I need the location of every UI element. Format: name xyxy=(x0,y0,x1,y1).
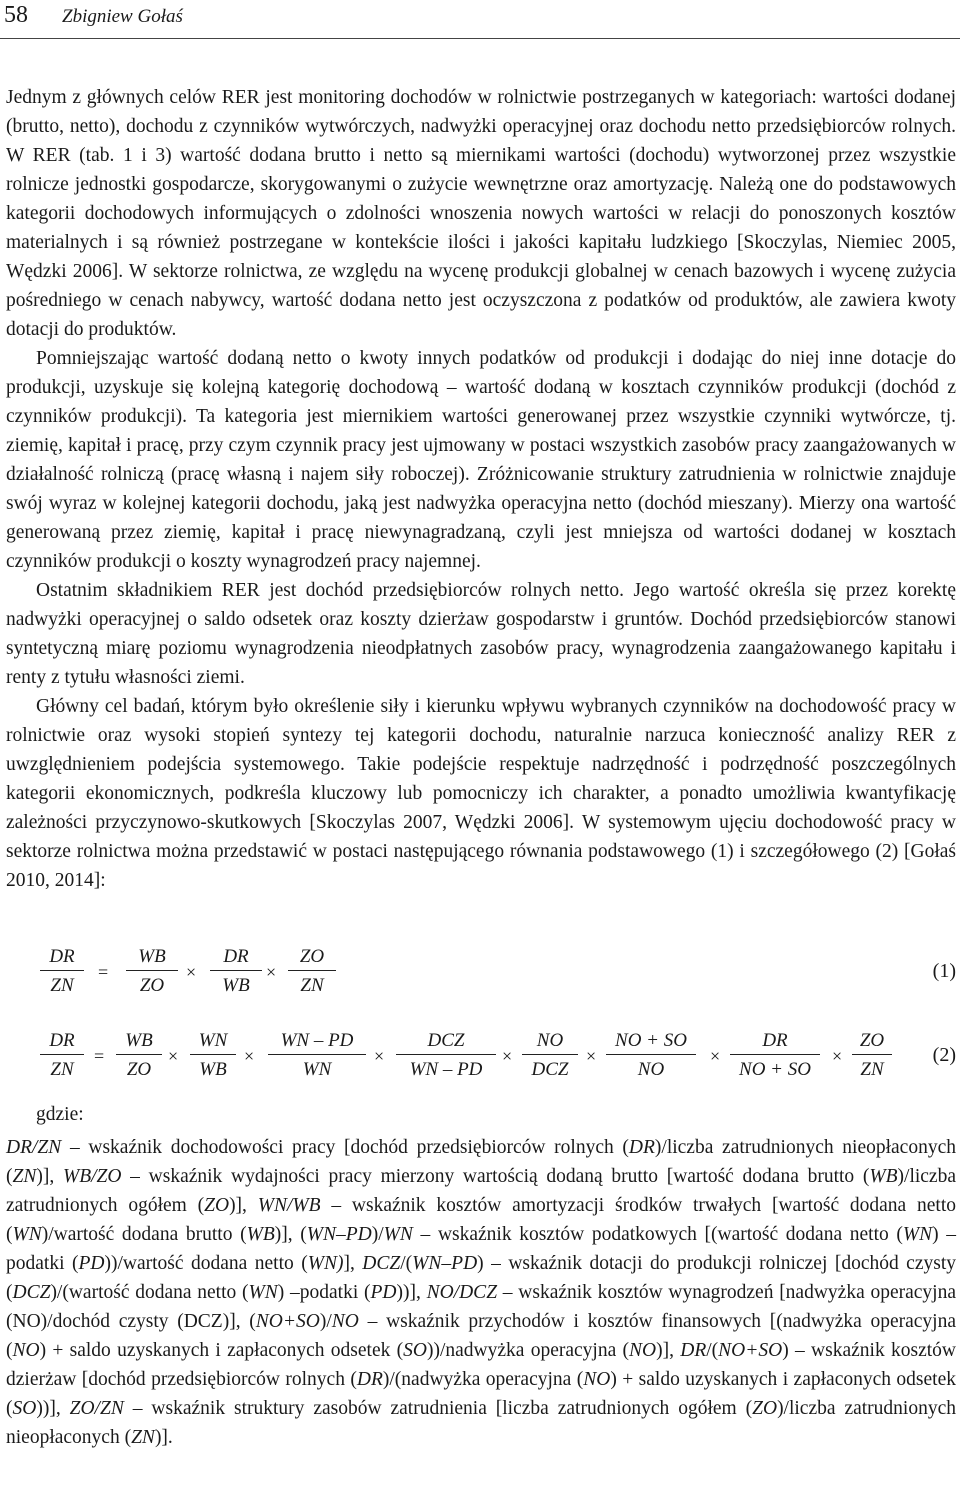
times-sign: × xyxy=(586,1046,597,1066)
equation-factor-fraction xyxy=(126,946,178,997)
denominator: ZO xyxy=(126,1059,152,1080)
legend-symbol: SO xyxy=(403,1340,427,1361)
legend-symbol: WN) xyxy=(307,1253,344,1274)
legend-symbol: ZO/ZN xyxy=(69,1398,124,1419)
times-sign: × xyxy=(710,1046,721,1066)
legend-text-run: – wskaźnik wydajności pracy mierzony wartością dodaną brutto [wartość dodana brutto ( xyxy=(121,1166,870,1187)
denominator: ZN xyxy=(300,975,324,996)
legend-symbol: DR xyxy=(356,1369,383,1390)
numerator: DR xyxy=(40,946,84,971)
legend-text-run: ], xyxy=(343,1253,363,1274)
denominator: ZN xyxy=(50,1059,74,1080)
legend-symbol: NO xyxy=(629,1340,657,1361)
paragraph: Jednym z głównych celów RER jest monitoring dochodów w rolnictwie postrzeganych w kategoriach: wartości dodanej (brutto, netto), dochodu z czynników wytwórczych, nadwyżki operacyjnej oraz dochodu netto przedsiębiorców rolnych. W RER (tab. 1 i 3) wartość dodana brutto i netto są miernikami wartości (dochodu) wytworzonej przez wszystkie rolnicze jednostki gospodarcze, skorygowanymi o zużycie wewnętrzne oraz amortyzację. Należą one do podstawowych kategorii dochodowych informujących o zdolności wnoszenia nowych wartości w relacji do ponoszonych kosztów materialnych i są również postrzegane w kontekście ilości i jakości kapitału ludzkiego [Skoczylas, Niemiec 2005, Wędzki 2006]. W sektorze rolnictwa, ze względu na wycenę produkcji globalnej w cenach bazowych i wycenę zużycia pośredniego w cenach nabywcy, wartość dodana netto jest oczyszczona z podatków od produktów, ale zawiera kwoty dotacji do produktów. xyxy=(6,87,956,340)
legend-text-run: ) + saldo uzyskanych i zapłaconych odsetek ( xyxy=(39,1340,404,1361)
numerator: ZO xyxy=(852,1030,892,1055)
legend-text-run: )/liczba zatrudnionych nieopłaconych ( xyxy=(6,1137,956,1187)
legend-text-run: )/liczba zatrudnionych ogółem ( xyxy=(6,1166,956,1216)
legend-symbol: DR xyxy=(680,1340,707,1361)
denominator: WN – PD xyxy=(409,1059,483,1080)
equation-factor-fraction xyxy=(190,1030,236,1081)
legend-text-run: ) – wskaźnik kosztów dzierżaw [dochód przedsiębiorców rolnych ( xyxy=(6,1340,956,1390)
legend-text-run: )/wartość dodana brutto ( xyxy=(41,1224,247,1245)
numerator: WN xyxy=(190,1030,236,1055)
legend-text-run: ))/nadwyżka operacyjna ( xyxy=(426,1340,630,1361)
legend-text-run: ) –podatki ( xyxy=(277,1282,371,1303)
legend-text-run: – wskaźnik przychodów i kosztów finansowych [(nadwyżka operacyjna ( xyxy=(6,1311,956,1361)
numerator: DR xyxy=(210,946,262,971)
denominator: ZN xyxy=(50,975,74,996)
legend-symbol: NO xyxy=(12,1340,40,1361)
legend-symbol: WN xyxy=(248,1282,278,1303)
legend-text-run: )], xyxy=(229,1195,258,1216)
denominator: WN xyxy=(302,1059,332,1080)
equation-factor-fraction xyxy=(288,946,336,997)
equation-factor-fraction xyxy=(268,1030,366,1081)
legend-symbol: DR/ZN xyxy=(6,1137,62,1158)
legend-symbol: NO+SO xyxy=(718,1340,783,1361)
legend-symbol: SO xyxy=(12,1398,37,1419)
legend-text-run: )/ xyxy=(371,1224,384,1245)
numerator: ZO xyxy=(288,946,336,971)
legend-text-run: )/(nadwyżka operacyjna ( xyxy=(382,1369,584,1390)
paragraph: Pomniejszając wartość dodaną netto o kwoty innych podatków od produkcji i dodając do niej inne dotacje do produkcji, uzyskuje się kolejną kategorię dochodową – wartość dodaną w kosztach czynników produkcji (dochód z czynników produkcji). Ta kategoria jest miernikiem wartości generowanej przez wszystkie czynniki wytwórcze, tj. ziemię, kapitał i pracę, przy czym czynnik pracy jest ujmowany w postaci wszystkich zasobów pracy zaangażowanych w działalność rolniczą (pracę własną i najem siły roboczej). Zróżnicowanie struktury zatrudnienia w rolnictwie znajduje swój wyraz w kolejnej kategorii dochodu, jaką jest nadwyżka operacyjna netto (dochód mieszany). Mierzy ona wartość generowaną przez ziemię, kapitał i pracę niewynagradzaną, czyli jest mniejsza od wartości dodanej w kosztach czynników produkcji o koszty wynagrodzeń pracy najemnej. xyxy=(6,348,956,572)
legend-symbol: WB xyxy=(246,1224,275,1245)
legend-symbol: NO xyxy=(583,1369,611,1390)
equation-2 xyxy=(40,1030,956,1094)
legend-text-run: – wskaźnik kosztów wynagrodzeń [nadwyżka operacyjna (NO)/dochód czysty (DCZ)], ( xyxy=(6,1282,957,1332)
legend-text-run: )/ xyxy=(319,1311,332,1332)
times-sign: × xyxy=(374,1046,385,1066)
equation-factor-fraction xyxy=(730,1030,820,1081)
times-sign: × xyxy=(832,1046,843,1066)
legend-symbol: ZO xyxy=(752,1398,778,1419)
legend-symbol: WN–PD xyxy=(412,1253,478,1274)
denominator: WB xyxy=(222,975,250,996)
running-header xyxy=(0,0,960,40)
times-sign: × xyxy=(266,962,277,982)
legend-text-run: ) – wskaźnik dotacji do produkcji rolniczej [dochód czysty ( xyxy=(6,1253,957,1303)
legend-text xyxy=(6,1133,956,1452)
denominator: ZN xyxy=(860,1059,884,1080)
numerator: NO + SO xyxy=(606,1030,696,1055)
equation-number: (2) xyxy=(932,1044,956,1066)
numerator: DCZ xyxy=(396,1030,496,1055)
numerator: DR xyxy=(730,1030,820,1055)
page-number: 58 xyxy=(4,2,28,28)
denominator: NO xyxy=(637,1059,665,1080)
legend-text-run: )/liczba zatrudnionych nieopłaconych ( xyxy=(6,1398,956,1448)
denominator: ZO xyxy=(139,975,165,996)
legend-symbol: ZN xyxy=(131,1427,155,1448)
legend-text-run: – wskaźnik dochodowości pracy [dochód przedsiębiorców rolnych ( xyxy=(61,1137,629,1158)
equation-factor-fraction xyxy=(852,1030,892,1081)
times-sign: × xyxy=(244,1046,255,1066)
legend-text-run: /( xyxy=(400,1253,413,1274)
equation-factor-fraction xyxy=(210,946,262,997)
legend-text-run: )], ( xyxy=(274,1224,307,1245)
legend-symbol: WN xyxy=(902,1224,933,1245)
equation-factor-fraction xyxy=(396,1030,496,1081)
denominator: WB xyxy=(199,1059,227,1080)
numerator: WN – PD xyxy=(268,1030,366,1055)
numerator: NO xyxy=(522,1030,578,1055)
legend-paragraph xyxy=(6,1133,956,1452)
header-rule xyxy=(0,38,960,39)
legend-symbol: ZO xyxy=(204,1195,230,1216)
legend-text-run: – wskaźnik struktury zasobów zatrudnienia [liczba zatrudnionych ogółem ( xyxy=(123,1398,753,1419)
equation-factor-fraction xyxy=(116,1030,162,1081)
legend-symbol: WN xyxy=(383,1224,413,1245)
paragraph: Ostatnim składnikiem RER jest dochód przedsiębiorców rolnych netto. Jego wartość określa się przez korektę nadwyżki operacyjnej o saldo odsetek oraz koszty dzierżaw gospodarstw i gruntów. Dochód przedsiębiorców stanowi syntetyczną miarę poziomu wynagrodzenia nieodpłatnych zasobów pracy, wynagrodzenia zaangażowanego kapitału i renty z tytułu własności ziemi. xyxy=(6,580,956,688)
body-text xyxy=(6,83,956,895)
equals-sign: = xyxy=(94,1046,105,1066)
numerator: WB xyxy=(126,946,178,971)
legend-symbol: DCZ xyxy=(362,1253,401,1274)
legend-label: gdzie: xyxy=(36,1104,84,1125)
legend-symbol: NO xyxy=(331,1311,359,1332)
legend-text-run: ))], xyxy=(36,1398,70,1419)
equation-factor-fraction xyxy=(522,1030,578,1081)
legend-text-run: /( xyxy=(706,1340,719,1361)
times-sign: × xyxy=(502,1046,513,1066)
numerator: WB xyxy=(116,1030,162,1055)
legend-text-run: )]. xyxy=(154,1427,173,1448)
legend-text-run: – wskaźnik kosztów podatkowych [(wartość dodana netto ( xyxy=(412,1224,903,1245)
equation-1 xyxy=(40,946,956,1010)
equation-lhs-fraction xyxy=(40,1030,84,1081)
numerator: DR xyxy=(40,1030,84,1055)
running-author: Zbigniew Gołaś xyxy=(62,6,183,27)
legend-symbol: PD xyxy=(370,1282,397,1303)
legend-symbol: ZN xyxy=(12,1166,37,1187)
legend-symbol: WN/WB xyxy=(257,1195,321,1216)
legend-text-run: )/(wartość dodana netto ( xyxy=(50,1282,249,1303)
legend-text-run: ))], xyxy=(396,1282,427,1303)
times-sign: × xyxy=(168,1046,179,1066)
legend-text-run: – wskaźnik kosztów amortyzacji środków trwałych [wartość dodana netto ( xyxy=(6,1195,956,1245)
denominator: DCZ xyxy=(531,1059,569,1080)
equation-number: (1) xyxy=(932,960,956,982)
legend-symbol: DCZ xyxy=(12,1282,51,1303)
legend-text-run: ) – podatki ( xyxy=(6,1224,957,1274)
legend-text-run: )], xyxy=(656,1340,681,1361)
legend-text-run: ) + saldo uzyskanych i zapłaconych odsetek ( xyxy=(6,1369,956,1419)
legend-text-run: )], xyxy=(36,1166,63,1187)
legend-symbol: NO/DCZ xyxy=(426,1282,498,1303)
legend-symbol: WB/ZO xyxy=(62,1166,122,1187)
paragraph: Główny cel badań, którym było określenie siły i kierunku wpływu wybranych czynników na dochodowość pracy w rolnictwie oraz wysoki stopień syntezy tej kategorii dochodu, naturalnie narzuca konieczność analizy RER z uwzględnieniem podejścia systemowego. Takie podejście respektuje nadrzędność i podrzędność poszczególnych kategorii ekonomicznych, podkreśla kluczowy lub pomocniczy ich charakter, a ponadto umożliwia kwantyfikację zależności przyczynowo-skutkowych [Skoczylas 2007, Wędzki 2006]. W systemowym ujęciu dochodowość pracy w sektorze rolnictwa można przedstawić w postaci następującego równania podstawowego (1) i szczegółowego (2) [Gołaś 2010, 2014]: xyxy=(6,696,956,891)
legend-symbol: WB xyxy=(869,1166,898,1187)
legend-symbol: DR xyxy=(628,1137,655,1158)
denominator: NO + SO xyxy=(739,1059,811,1080)
legend-symbol: WN–PD xyxy=(306,1224,372,1245)
equation-lhs-fraction xyxy=(40,946,84,997)
legend-text-run: ))/wartość dodana netto ( xyxy=(104,1253,308,1274)
legend-symbol: NO+SO xyxy=(255,1311,320,1332)
legend-symbol: WN xyxy=(12,1224,42,1245)
equals-sign: = xyxy=(98,962,109,982)
equation-factor-fraction xyxy=(606,1030,696,1081)
legend-symbol: PD xyxy=(78,1253,105,1274)
times-sign: × xyxy=(186,962,197,982)
